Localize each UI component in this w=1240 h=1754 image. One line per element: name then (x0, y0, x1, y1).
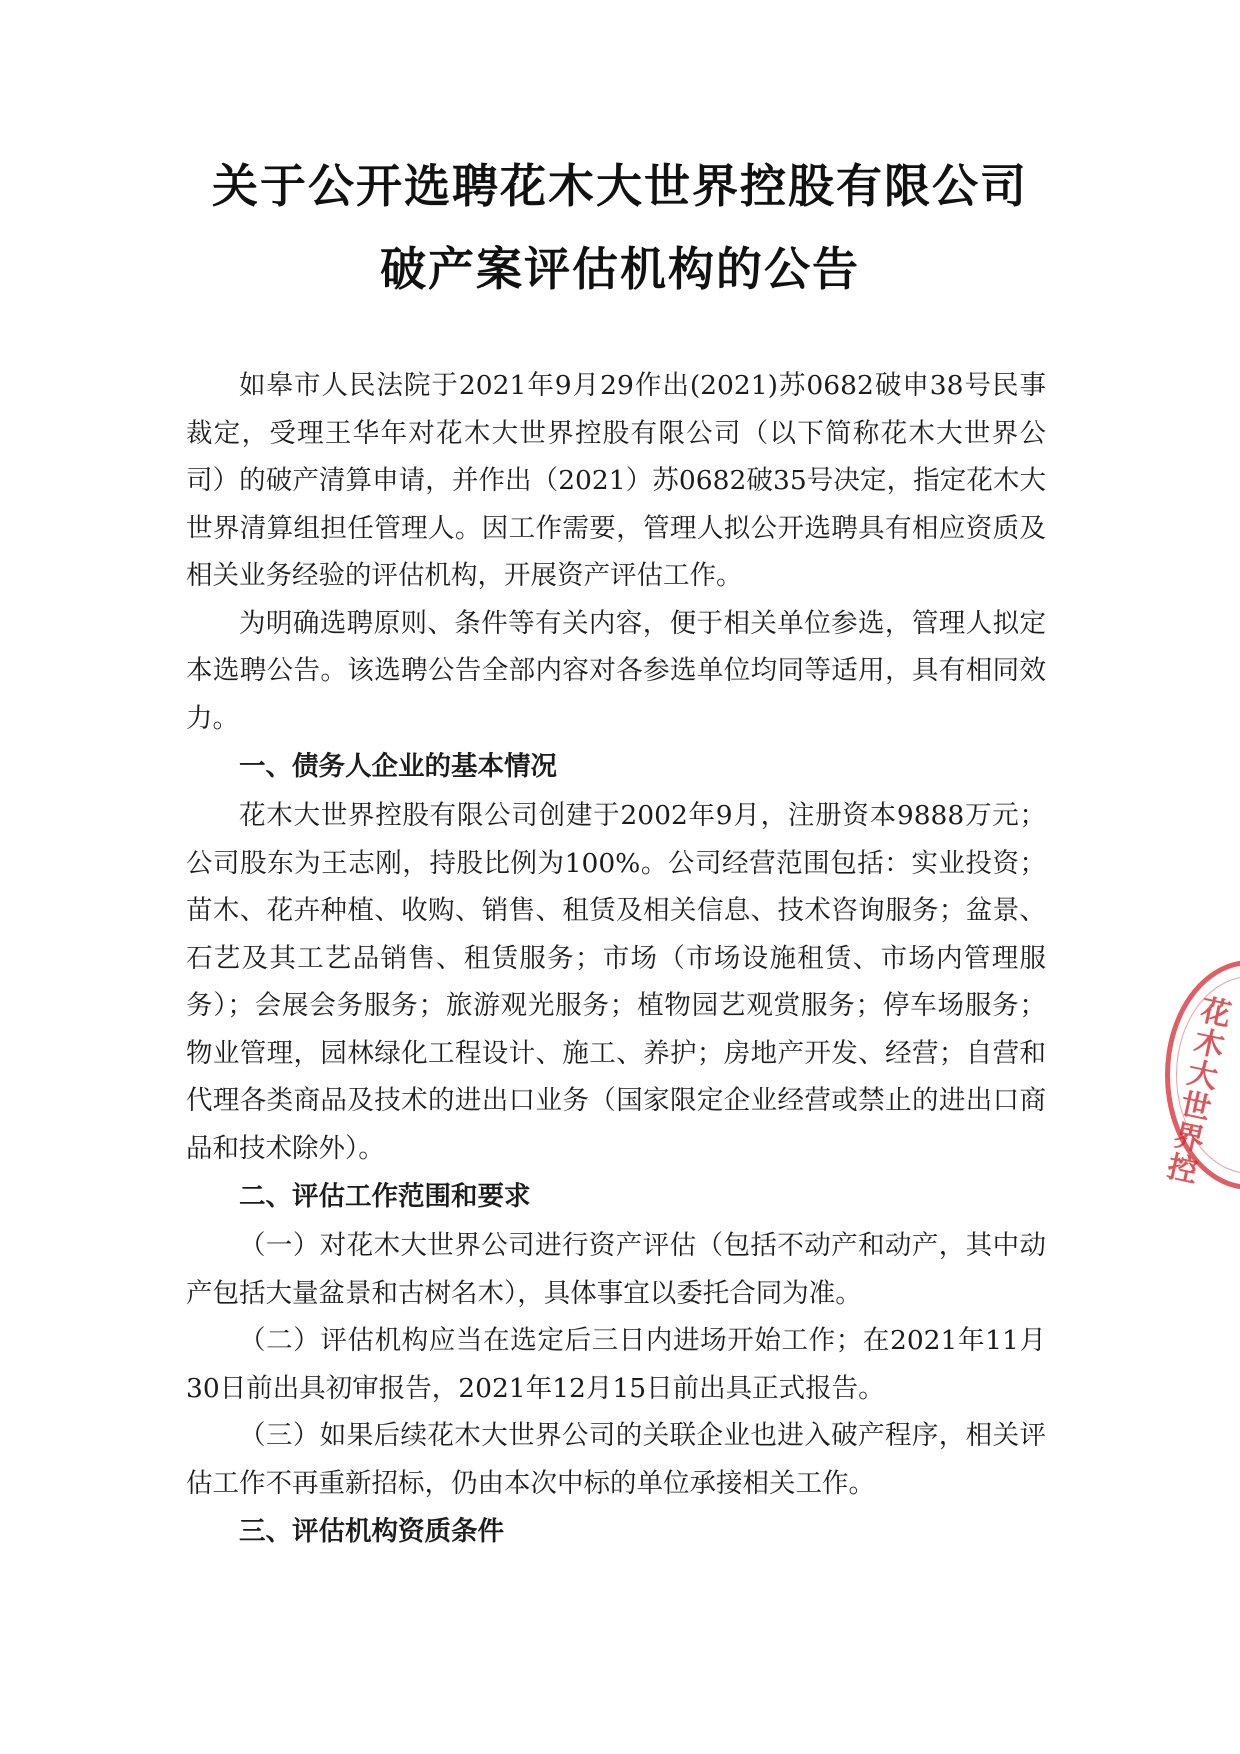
section-1-text: 花木大世界控股有限公司创建于2002年9月，注册资本9888万元；公司股东为王志刚，持股比例为100%。公司经营范围包括：实业投资；苗木、花卉种植、收购、销售、租赁及相关信息、技术咨询服务；盆景、石艺及其工艺品销售、租赁服务；市场（市场设施租赁、市场内管理服务）；会展会务服务；旅游观光服务；植物园艺观赏服务；停车场服务；物业管理，园林绿化工程设计、施工、养护；房地产开发、经营；自营和代理各类商品及技术的进出口业务（国家限定企业经营或禁止的进出口商品和技术除外）。 (186, 800, 1046, 1164)
section-3-heading: 三、评估机构资质条件 (239, 1516, 504, 1547)
intro-paragraph: 如皋市人民法院于2021年9月29作出(2021)苏0682破申38号民事裁定，受理王华年对花木大世界控股有限公司（以下简称花木大世界公司）的破产清算申请，并作出（2021）苏0682破35号决定，指定花木大世界清算组担任管理人。因工作需要，管理人拟公开选聘具有相应资质及相关业务经验的评估机构，开展资产评估工作。 (186, 370, 1046, 591)
section-2-heading: 二、评估工作范围和要求 (239, 1181, 531, 1212)
section-2-item-2: （二）评估机构应当在选定后三日内进场开始工作；在2021年11月30日前出具初审报告，2021年12月15日前出具正式报告。 (186, 1325, 1046, 1404)
document-title-line-1: 关于公开选聘花木大世界控股有限公司 (212, 159, 1028, 213)
purpose-paragraph: 为明确选聘原则、条件等有关内容，便于相关单位参选，管理人拟定本选聘公告。该选聘公告全部内容对各参选单位均同等适用，具有相同效力。 (186, 607, 1046, 734)
document-title-line-2: 破产案评估机构的公告 (380, 242, 860, 296)
section-1-heading: 一、债务人企业的基本情况 (239, 751, 557, 782)
section-2-item-1: （一）对花木大世界公司进行资产评估（包括不动产和动产，其中动产包括大量盆景和古树名木），具体事宜以委托合同为准。 (186, 1230, 1046, 1309)
document-body (186, 362, 1046, 1557)
official-seal-text: 花木大世界控 (1158, 992, 1233, 1188)
section-2-item-3: （三）如果后续花木大世界公司的关联企业也进入破产程序，相关评估工作不再重新招标，仍由本次中标的单位承接相关工作。 (186, 1420, 1046, 1499)
